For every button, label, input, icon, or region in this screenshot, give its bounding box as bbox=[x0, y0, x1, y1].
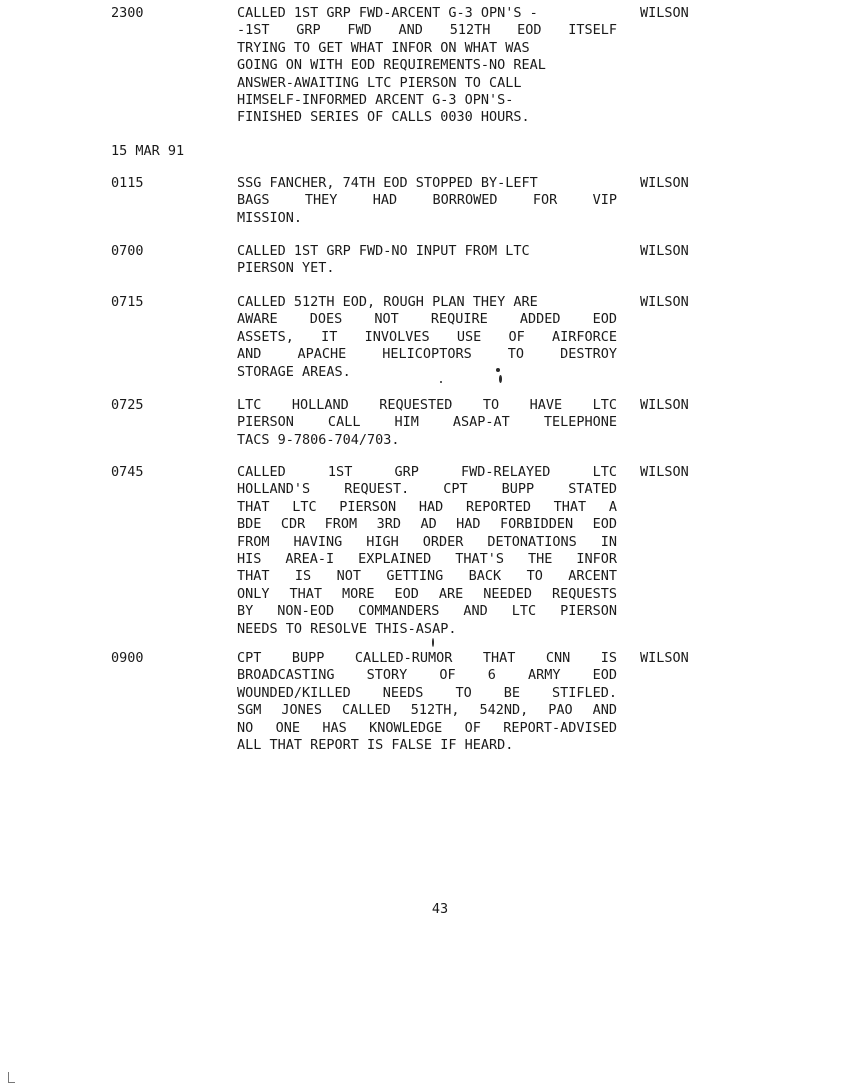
entry-time: 0715 bbox=[111, 294, 144, 310]
entry-line: HOLLAND'S REQUEST. CPT BUPP STATED bbox=[237, 481, 617, 498]
entry-author: WILSON bbox=[640, 464, 689, 480]
entry-line: CPT BUPP CALLED-RUMOR THAT CNN IS bbox=[237, 650, 617, 666]
entry-line: CALLED 512TH EOD, ROUGH PLAN THEY ARE bbox=[237, 294, 538, 310]
entry-time: 0900 bbox=[111, 650, 144, 666]
entry-line: CALLED 1ST GRP FWD-ARCENT G-3 OPN'S - bbox=[237, 5, 538, 21]
entry-text bbox=[237, 175, 617, 227]
entry-line: LTC HOLLAND REQUESTED TO HAVE LTC bbox=[237, 397, 617, 413]
entry-time: 0700 bbox=[111, 243, 144, 259]
entry-line: SGM JONES CALLED 512TH, 542ND, PAO AND bbox=[237, 702, 617, 719]
entry-text bbox=[237, 464, 617, 638]
entry-text bbox=[237, 397, 617, 449]
entry-line: -1ST GRP FWD AND 512TH EOD ITSELF bbox=[237, 22, 617, 39]
page-number: 43 bbox=[431, 901, 449, 917]
entry-line: ASSETS, IT INVOLVES USE OF AIRFORCE bbox=[237, 328, 617, 345]
entry-line: BDE CDR FROM 3RD AD HAD FORBIDDEN EOD bbox=[237, 516, 617, 533]
entry-line: TACS 9-7806-704/703. bbox=[237, 431, 400, 448]
entry-author: WILSON bbox=[640, 175, 689, 191]
entry-author: WILSON bbox=[640, 294, 689, 310]
entry-text bbox=[237, 243, 617, 278]
entry-author: WILSON bbox=[640, 650, 689, 666]
entry-time: 0115 bbox=[111, 175, 144, 191]
entry-line: FINISHED SERIES OF CALLS 0030 HOURS. bbox=[237, 109, 530, 126]
entry-time: 0745 bbox=[111, 464, 144, 480]
entry-text bbox=[237, 294, 617, 381]
entry-line: AND APACHE HELICOPTORS TO DESTROY bbox=[237, 346, 617, 363]
entry-line: BROADCASTING STORY OF 6 ARMY EOD bbox=[237, 667, 617, 684]
entry-line: MISSION. bbox=[237, 209, 303, 226]
entry-time: 2300 bbox=[111, 5, 144, 21]
entry-line: ONLY THAT MORE EOD ARE NEEDED REQUESTS bbox=[237, 585, 617, 602]
entry-line: WOUNDED/KILLED NEEDS TO BE STIFLED. bbox=[237, 684, 617, 701]
entry-line: PIERSON YET. bbox=[237, 260, 335, 277]
entry-line: BY NON-EOD COMMANDERS AND LTC PIERSON bbox=[237, 603, 617, 620]
entry-line: BAGS THEY HAD BORROWED FOR VIP bbox=[237, 192, 617, 209]
entry-author: WILSON bbox=[640, 5, 689, 21]
entry-line: AWARE DOES NOT REQUIRE ADDED EOD bbox=[237, 311, 617, 328]
entry-line: GOING ON WITH EOD REQUIREMENTS-NO REAL bbox=[237, 57, 546, 74]
date-heading: 15 MAR 91 bbox=[111, 143, 185, 159]
entry-line: ALL THAT REPORT IS FALSE IF HEARD. bbox=[237, 737, 514, 754]
entry-line: PIERSON CALL HIM ASAP-AT TELEPHONE bbox=[237, 414, 617, 431]
entry-line: STORAGE AREAS. bbox=[237, 363, 351, 380]
entry-line: HIMSELF-INFORMED ARCENT G-3 OPN'S- bbox=[237, 92, 514, 109]
entry-line: HIS AREA-I EXPLAINED THAT'S THE INFOR bbox=[237, 551, 617, 568]
entry-text bbox=[237, 5, 617, 127]
scan-corner-mark bbox=[8, 1072, 15, 1083]
scan-speck bbox=[432, 638, 434, 647]
entry-line: CALLED 1ST GRP FWD-RELAYED LTC bbox=[237, 464, 617, 480]
scan-speck bbox=[440, 381, 442, 383]
entry-line: THAT IS NOT GETTING BACK TO ARCENT bbox=[237, 568, 617, 585]
scan-speck bbox=[496, 368, 500, 372]
entry-line: NEEDS TO RESOLVE THIS-ASAP. bbox=[237, 620, 457, 637]
entry-text bbox=[237, 650, 617, 754]
entry-line: THAT LTC PIERSON HAD REPORTED THAT A bbox=[237, 498, 617, 515]
entry-time: 0725 bbox=[111, 397, 144, 413]
entry-author: WILSON bbox=[640, 243, 689, 259]
entry-line: CALLED 1ST GRP FWD-NO INPUT FROM LTC bbox=[237, 243, 530, 259]
entry-line: FROM HAVING HIGH ORDER DETONATIONS IN bbox=[237, 533, 617, 550]
entry-line: ANSWER-AWAITING LTC PIERSON TO CALL bbox=[237, 74, 522, 91]
entry-line: NO ONE HAS KNOWLEDGE OF REPORT-ADVISED bbox=[237, 719, 617, 736]
scan-speck bbox=[499, 375, 502, 383]
entry-line: TRYING TO GET WHAT INFOR ON WHAT WAS bbox=[237, 39, 530, 56]
entry-author: WILSON bbox=[640, 397, 689, 413]
entry-line: SSG FANCHER, 74TH EOD STOPPED BY-LEFT bbox=[237, 175, 538, 191]
